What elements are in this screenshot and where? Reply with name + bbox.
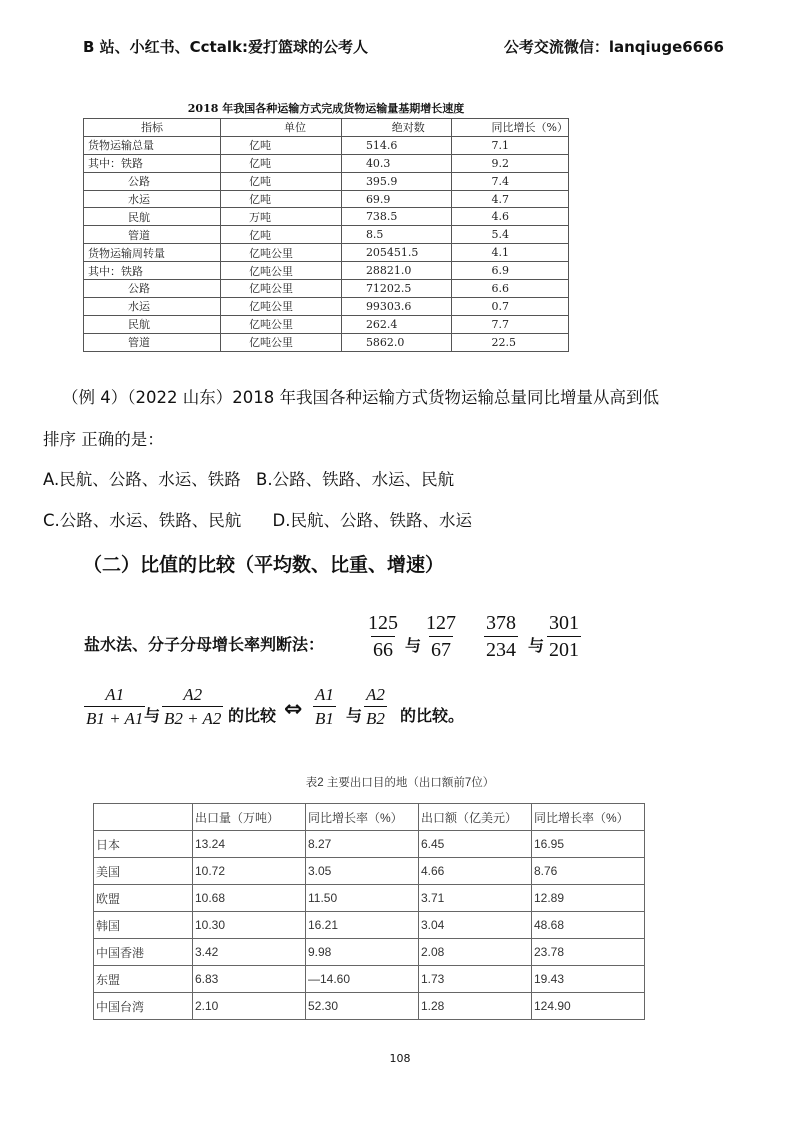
table-cell: 11.50 xyxy=(306,885,419,912)
table-cell: 管道 xyxy=(84,333,221,351)
table-cell: 8.27 xyxy=(306,831,419,858)
table-cell: 亿吨 xyxy=(221,154,342,172)
table-cell: 5862.0 xyxy=(341,333,451,351)
table-cell: 13.24 xyxy=(193,831,306,858)
table-cell: 亿吨公里 xyxy=(221,315,342,333)
compare-word: 的比较。 xyxy=(400,706,465,725)
table1-title: 2018 年我国各种运输方式完成货物运输量基期增长速度 xyxy=(187,102,465,115)
table-cell: 262.4 xyxy=(341,315,451,333)
table-cell: 3.42 xyxy=(193,939,306,966)
table-cell: 7.7 xyxy=(451,315,568,333)
table-cell: 3.04 xyxy=(419,912,532,939)
table-cell: 16.21 xyxy=(306,912,419,939)
table-cell: 公路 xyxy=(84,280,221,298)
table-cell: 7.4 xyxy=(451,172,568,190)
table-cell: 9.2 xyxy=(451,154,568,172)
table-cell: 亿吨公里 xyxy=(221,244,342,262)
fraction-2 xyxy=(424,613,458,660)
table-cell: 中国香港 xyxy=(94,939,193,966)
table-cell: 管道 xyxy=(84,226,221,244)
question-line-2: 排序 正确的是： xyxy=(43,430,164,449)
section-title: （二）比值的比较（平均数、比重、增速） xyxy=(83,554,445,576)
fraction-a2 xyxy=(162,686,223,727)
table1 xyxy=(83,118,569,352)
fraction-numerator: A2 xyxy=(183,685,203,704)
option-c: C.公路、水运、铁路、民航 xyxy=(43,511,242,530)
table2-header: 同比增长率（%） xyxy=(532,804,645,831)
table-cell: 16.95 xyxy=(532,831,645,858)
table-cell: 69.9 xyxy=(341,190,451,208)
table-cell: 公路 xyxy=(84,172,221,190)
table-cell: 民航 xyxy=(84,315,221,333)
fraction-denominator: B2 xyxy=(364,706,387,727)
table-cell: 1.28 xyxy=(419,993,532,1020)
table-cell: 亿吨 xyxy=(221,172,342,190)
table-cell: 12.89 xyxy=(532,885,645,912)
fraction-numerator: A2 xyxy=(366,685,385,704)
header-left: B 站、小红书、Cctalk:爱打篮球的公考人 xyxy=(83,38,368,56)
table-cell: 民航 xyxy=(84,208,221,226)
question-line-1: （例 4）（2022 山东）2018 年我国各种运输方式货物运输总量同比增量从高到低 xyxy=(62,388,659,407)
table-cell: 9.98 xyxy=(306,939,419,966)
table-cell: 514.6 xyxy=(341,136,451,154)
table-row xyxy=(84,226,569,244)
table-row xyxy=(94,831,645,858)
table-cell: 52.30 xyxy=(306,993,419,1020)
table-cell: 4.6 xyxy=(451,208,568,226)
fraction-numerator: 125 xyxy=(368,612,398,634)
table-row xyxy=(84,262,569,280)
and-word: 与 xyxy=(346,706,363,725)
table-cell: 738.5 xyxy=(341,208,451,226)
fraction-numerator: 301 xyxy=(549,612,579,634)
and-word: 与 xyxy=(144,706,161,725)
table-cell: 1.73 xyxy=(419,966,532,993)
table-cell: 6.83 xyxy=(193,966,306,993)
table-cell: 韩国 xyxy=(94,912,193,939)
options-row-1 xyxy=(43,466,454,490)
table-cell: 3.05 xyxy=(306,858,419,885)
table-cell: 亿吨公里 xyxy=(221,297,342,315)
table-cell: 0.7 xyxy=(451,297,568,315)
table-row xyxy=(84,244,569,262)
table-cell: 亿吨公里 xyxy=(221,262,342,280)
table-cell: 6.6 xyxy=(451,280,568,298)
fraction-4 xyxy=(547,613,581,660)
table-cell: 其中：铁路 xyxy=(84,154,221,172)
table-cell: 7.1 xyxy=(451,136,568,154)
table2-header: 出口额（亿美元） xyxy=(419,804,532,831)
table2 xyxy=(93,803,645,1020)
table-row xyxy=(84,154,569,172)
fraction-denominator: 66 xyxy=(371,636,395,660)
table2-header: 出口量（万吨） xyxy=(193,804,306,831)
table-cell: 71202.5 xyxy=(341,280,451,298)
table-cell: 亿吨 xyxy=(221,226,342,244)
fraction-denominator: B1 xyxy=(313,706,336,727)
table-cell: 日本 xyxy=(94,831,193,858)
table2-header-row xyxy=(94,804,645,831)
table-cell: 美国 xyxy=(94,858,193,885)
header-right: 公考交流微信：lanqiuge6666 xyxy=(503,38,724,56)
table-cell: 40.3 xyxy=(341,154,451,172)
table-cell: 10.72 xyxy=(193,858,306,885)
fraction-denominator: 201 xyxy=(547,636,581,660)
fraction-denominator: B2 + A2 xyxy=(162,706,223,727)
fraction-a1 xyxy=(84,686,145,727)
table-row xyxy=(84,280,569,298)
table-cell: 22.5 xyxy=(451,333,568,351)
table-cell: 水运 xyxy=(84,297,221,315)
and-word: 与 xyxy=(528,636,545,655)
table-cell: 亿吨公里 xyxy=(221,280,342,298)
table-row xyxy=(84,190,569,208)
table-cell: 万吨 xyxy=(221,208,342,226)
table-cell: 23.78 xyxy=(532,939,645,966)
method-label: 盐水法、分子分母增长率判断法： xyxy=(84,635,325,654)
table-cell: 2.08 xyxy=(419,939,532,966)
table-row xyxy=(94,966,645,993)
table-cell: 4.66 xyxy=(419,858,532,885)
fraction-1 xyxy=(366,613,400,660)
table-cell: 5.4 xyxy=(451,226,568,244)
table-row xyxy=(84,172,569,190)
table-cell: 中国台湾 xyxy=(94,993,193,1020)
fraction-3 xyxy=(484,613,518,660)
equivalence-arrow-icon: ⇔ xyxy=(284,697,303,722)
table-cell: 8.76 xyxy=(532,858,645,885)
fraction-b1 xyxy=(313,686,336,727)
table-row xyxy=(94,912,645,939)
table-cell: 48.68 xyxy=(532,912,645,939)
fraction-denominator: 234 xyxy=(484,636,518,660)
fraction-numerator: 378 xyxy=(486,612,516,634)
table2-title: 表2 主要出口目的地（出口额前7位） xyxy=(305,777,495,789)
table2-header: 同比增长率（%） xyxy=(306,804,419,831)
table-cell: 10.30 xyxy=(193,912,306,939)
table-cell: 205451.5 xyxy=(341,244,451,262)
table-cell: 亿吨公里 xyxy=(221,333,342,351)
fraction-numerator: A1 xyxy=(105,685,125,704)
table1-header-row xyxy=(84,119,569,137)
table-cell: 6.9 xyxy=(451,262,568,280)
table-cell: 3.71 xyxy=(419,885,532,912)
option-b: B.公路、铁路、水运、民航 xyxy=(256,470,455,489)
table-row xyxy=(94,885,645,912)
table-row xyxy=(84,297,569,315)
table-cell: 2.10 xyxy=(193,993,306,1020)
table-cell: 19.43 xyxy=(532,966,645,993)
table-cell: 6.45 xyxy=(419,831,532,858)
and-word: 与 xyxy=(405,636,422,655)
table1-header: 单位 xyxy=(221,119,342,137)
table-row xyxy=(84,315,569,333)
fraction-denominator: B1 + A1 xyxy=(84,706,145,727)
fraction-denominator: 67 xyxy=(429,636,453,660)
table1-header: 同比增长（%） xyxy=(451,119,568,137)
table1-header: 指标 xyxy=(84,119,221,137)
fraction-numerator: 127 xyxy=(426,612,456,634)
fraction-numerator: A1 xyxy=(315,685,334,704)
table-cell: 4.1 xyxy=(451,244,568,262)
table-cell: 4.7 xyxy=(451,190,568,208)
table-cell: 亿吨 xyxy=(221,136,342,154)
table-cell: 124.90 xyxy=(532,993,645,1020)
table2-header xyxy=(94,804,193,831)
option-d: D.民航、公路、铁路、水运 xyxy=(272,511,472,530)
options-row-2 xyxy=(43,507,472,531)
table-cell: 货物运输总量 xyxy=(84,136,221,154)
table-cell: 欧盟 xyxy=(94,885,193,912)
table-cell: 水运 xyxy=(84,190,221,208)
table-cell: 货物运输周转量 xyxy=(84,244,221,262)
fraction-b2 xyxy=(364,686,387,727)
table-cell: 8.5 xyxy=(341,226,451,244)
table1-header: 绝对数 xyxy=(341,119,451,137)
table-cell: 其中：铁路 xyxy=(84,262,221,280)
compare-word: 的比较 xyxy=(228,706,277,725)
table-cell: 28821.0 xyxy=(341,262,451,280)
table-row xyxy=(84,136,569,154)
page-number: 108 xyxy=(389,1052,411,1065)
table-row xyxy=(94,993,645,1020)
table-cell: 395.9 xyxy=(341,172,451,190)
table-row xyxy=(84,333,569,351)
table-row xyxy=(84,208,569,226)
table-row xyxy=(94,858,645,885)
table-cell: 99303.6 xyxy=(341,297,451,315)
table-cell: —14.60 xyxy=(306,966,419,993)
table-row xyxy=(94,939,645,966)
table-cell: 10.68 xyxy=(193,885,306,912)
table-cell: 东盟 xyxy=(94,966,193,993)
option-a: A.民航、公路、水运、铁路 xyxy=(43,470,241,489)
table-cell: 亿吨 xyxy=(221,190,342,208)
